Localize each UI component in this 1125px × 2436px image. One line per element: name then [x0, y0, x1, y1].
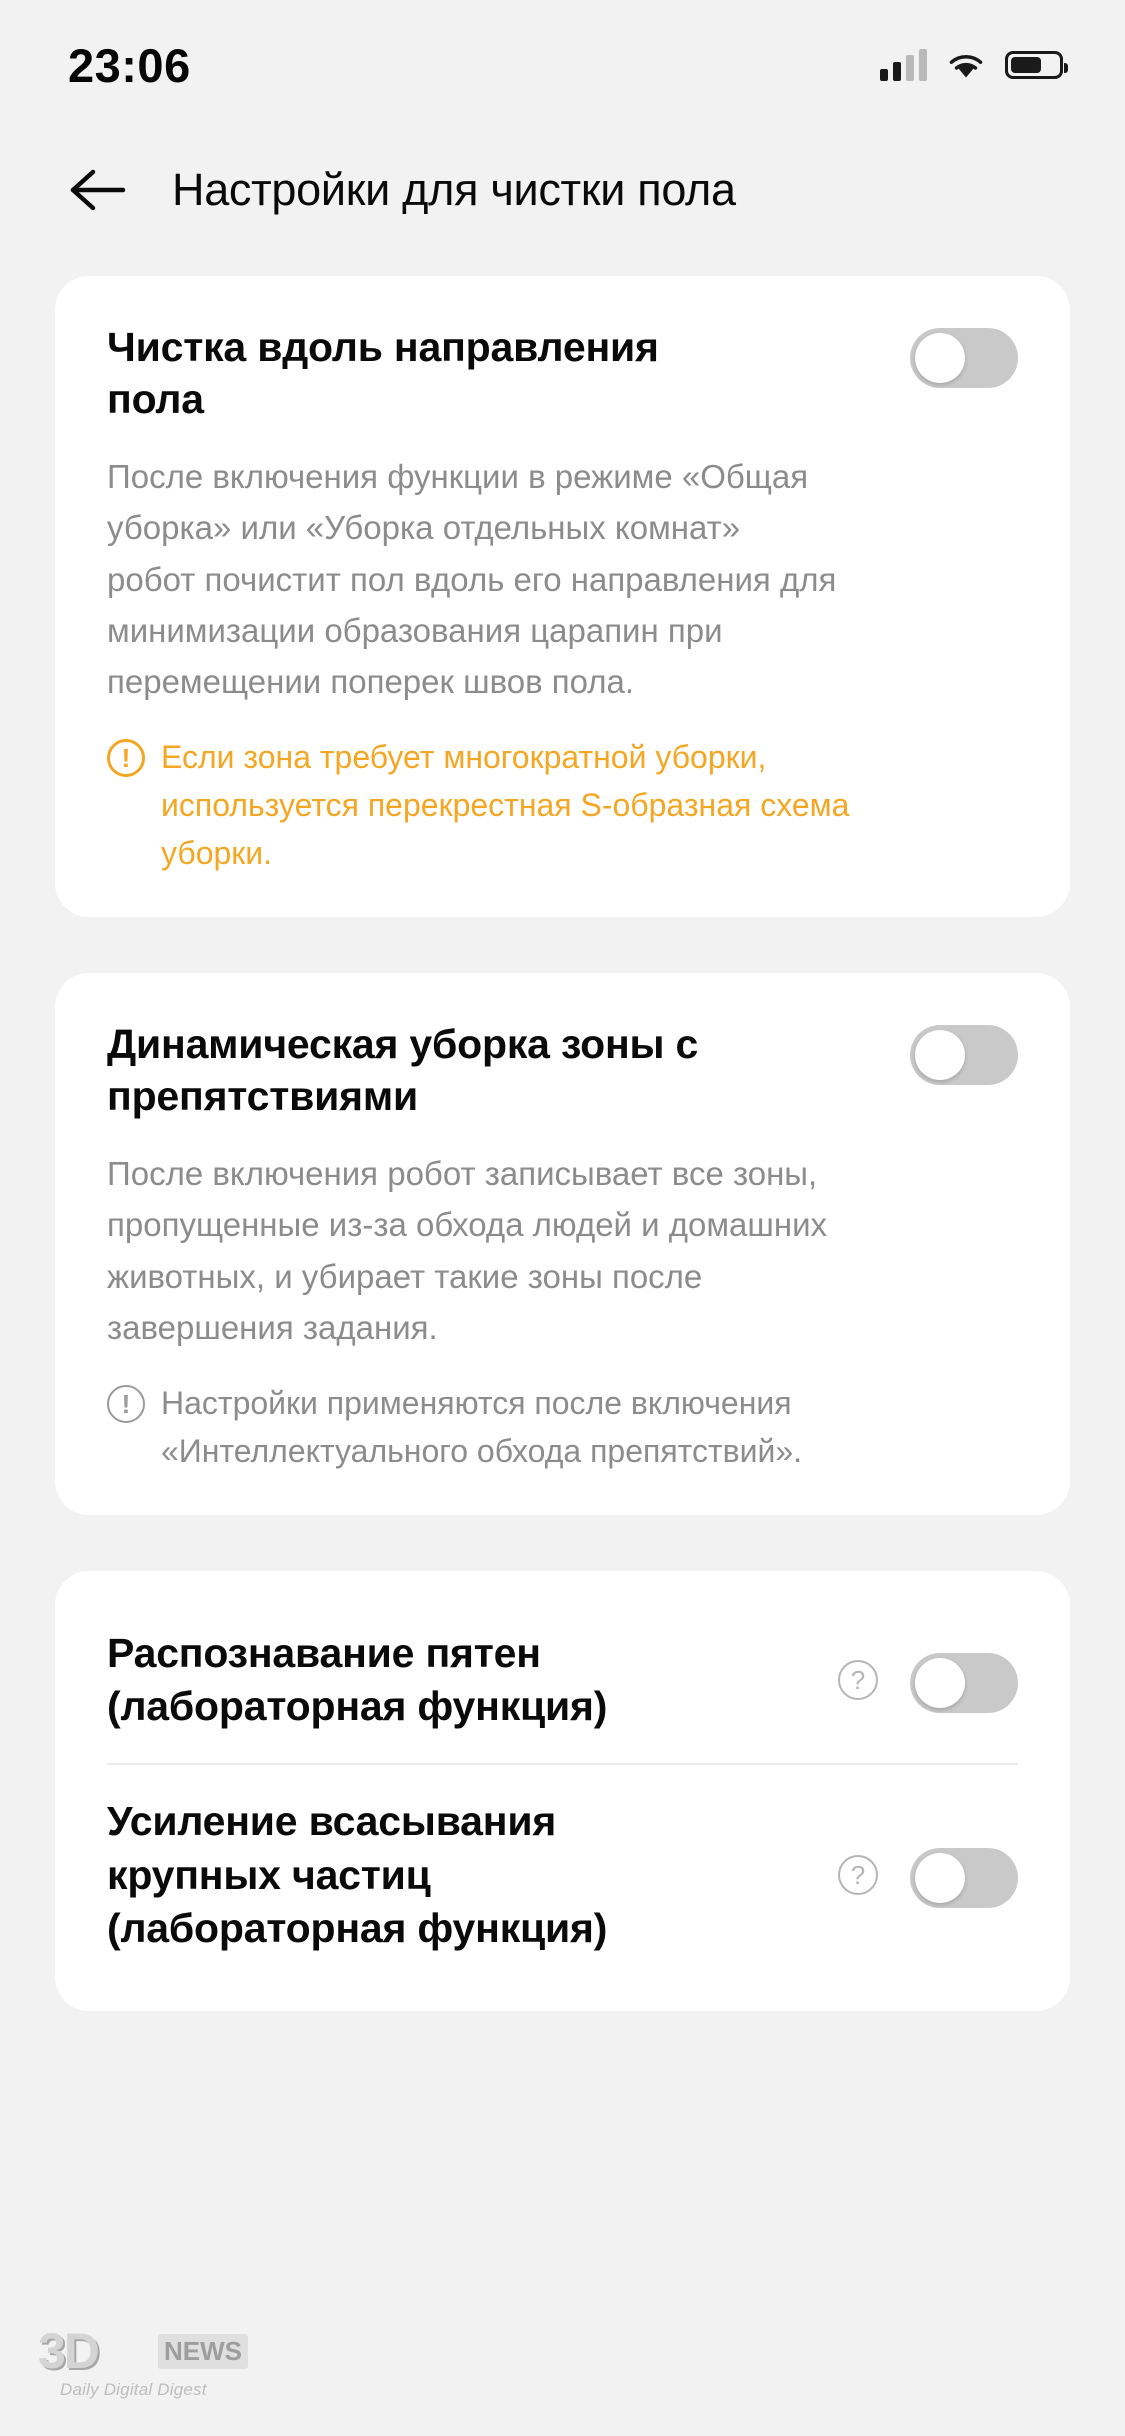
setting-controls [838, 1842, 1018, 1908]
setting-card-lab-functions [55, 1571, 1070, 2011]
back-arrow-icon[interactable] [62, 155, 132, 225]
question-mark-icon[interactable]: ? [838, 1855, 878, 1895]
settings-list [0, 250, 1125, 2011]
toggle-stain-recognition[interactable] [910, 1653, 1018, 1713]
setting-note-info [107, 1379, 867, 1475]
setting-description: После включения функции в режиме «Общая уборка» или «Уборка отдельных комнат» робот почистит пол вдоль его направления для минимизации образования царапин при перемещении поперек швов пола. [107, 458, 837, 700]
toggle-floor-direction[interactable] [910, 328, 1018, 388]
status-bar [0, 0, 1125, 130]
battery-icon [1005, 51, 1063, 79]
setting-note-warning [107, 733, 867, 877]
setting-row-stain-recognition [107, 1605, 1018, 1756]
setting-note-text: Настройки применяются после включения «Интеллектуального обхода препятствий». [161, 1384, 803, 1469]
setting-title: Усиление всасывания крупных частиц (лабораторная функция) [107, 1798, 608, 1952]
exclamation-circle-icon: ! [107, 1385, 145, 1423]
cellular-signal-icon [880, 49, 927, 81]
setting-card-dynamic-obstacle-zone [55, 973, 1070, 1515]
setting-card-floor-direction [55, 276, 1070, 917]
wifi-icon [945, 49, 987, 81]
setting-header [107, 1019, 1018, 1122]
watermark-badge-text: NEWS [158, 2334, 248, 2369]
watermark-tagline: Daily Digital Digest [60, 2380, 207, 2399]
question-mark-icon[interactable]: ? [838, 1660, 878, 1700]
setting-title: Динамическая уборка зоны с препятствиями [107, 1021, 699, 1119]
page-title: Настройки для чистки пола [172, 164, 736, 215]
setting-controls [838, 1647, 1018, 1713]
setting-row-large-particle-suction [107, 1773, 1018, 1977]
watermark-logo-text: 3D [38, 2323, 98, 2379]
setting-title: Распознавание пятен (лабораторная функция) [107, 1629, 608, 1730]
setting-description: После включения робот записывает все зоны, пропущенные из-за обхода людей и домашних животных, и убирает такие зоны после завершения задания. [107, 1155, 828, 1346]
toggle-large-particle-suction[interactable] [910, 1848, 1018, 1908]
setting-title: Чистка вдоль направления пола [107, 324, 659, 422]
row-divider [107, 1763, 1018, 1765]
exclamation-circle-icon: ! [107, 739, 145, 777]
status-bar-time: 23:06 [68, 38, 191, 92]
setting-note-text: Если зона требует многократной уборки, используется перекрестная S-образная схема уборки. [161, 739, 850, 872]
toggle-dynamic-obstacle-zone[interactable] [910, 1025, 1018, 1085]
status-bar-icons [880, 49, 1063, 81]
setting-header [107, 322, 1018, 425]
navigation-bar [0, 130, 1125, 250]
watermark [30, 2318, 280, 2408]
